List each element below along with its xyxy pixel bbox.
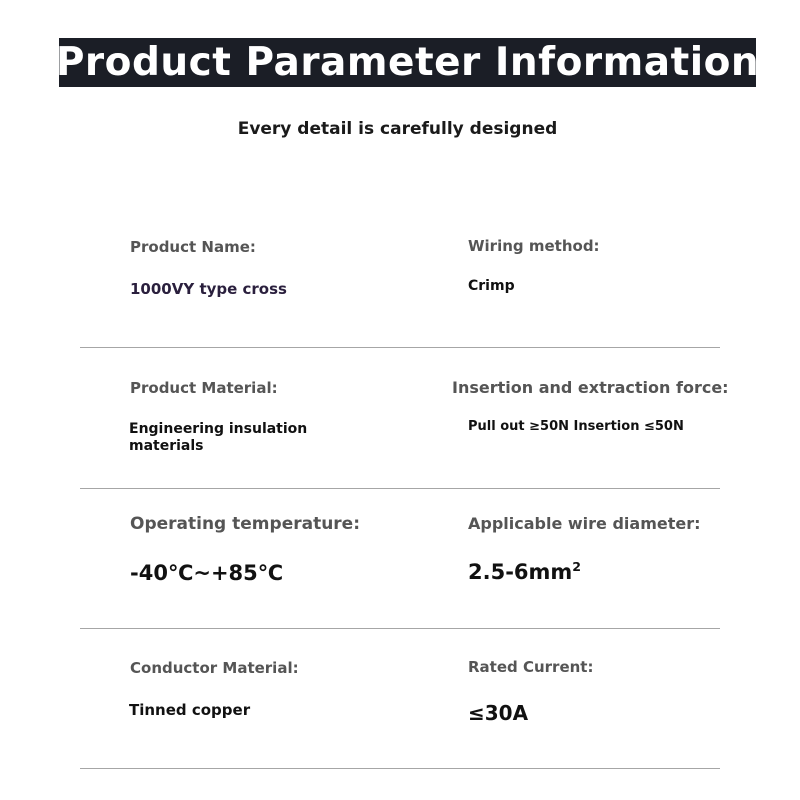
conductor-material-label: Conductor Material: (130, 659, 299, 677)
rated-current-label: Rated Current: (468, 658, 594, 676)
wiring-method-value: Crimp (468, 278, 515, 294)
product-material-label: Product Material: (130, 379, 278, 397)
product-name-label: Product Name: (130, 238, 256, 256)
insertion-force-label: Insertion and extraction force: (452, 378, 729, 397)
row-divider (80, 347, 720, 348)
wire-diameter-value (468, 560, 581, 584)
product-material-value-line2: materials (129, 438, 204, 454)
row-divider (80, 768, 720, 769)
page-title: Product Parameter Information (55, 40, 760, 85)
product-name-value: 1000VY type cross (130, 280, 287, 298)
insertion-force-value: Pull out ≥50N Insertion ≤50N (468, 419, 684, 434)
wire-diameter-label: Applicable wire diameter: (468, 514, 701, 533)
operating-temperature-label: Operating temperature: (130, 514, 361, 534)
title-banner (55, 38, 760, 87)
conductor-material-value: Tinned copper (129, 701, 251, 719)
product-material-value-line1: Engineering insulation (129, 421, 308, 437)
wire-diameter-superscript: 2 (572, 559, 582, 574)
operating-temperature-value: -40℃~+85℃ (130, 561, 284, 585)
wire-diameter-number: 2.5-6mm (468, 560, 573, 584)
row-divider (80, 628, 720, 629)
page-subtitle: Every detail is carefully designed (237, 119, 558, 139)
row-divider (80, 488, 720, 489)
wiring-method-label: Wiring method: (468, 237, 600, 255)
rated-current-value: ≤30A (468, 701, 529, 725)
